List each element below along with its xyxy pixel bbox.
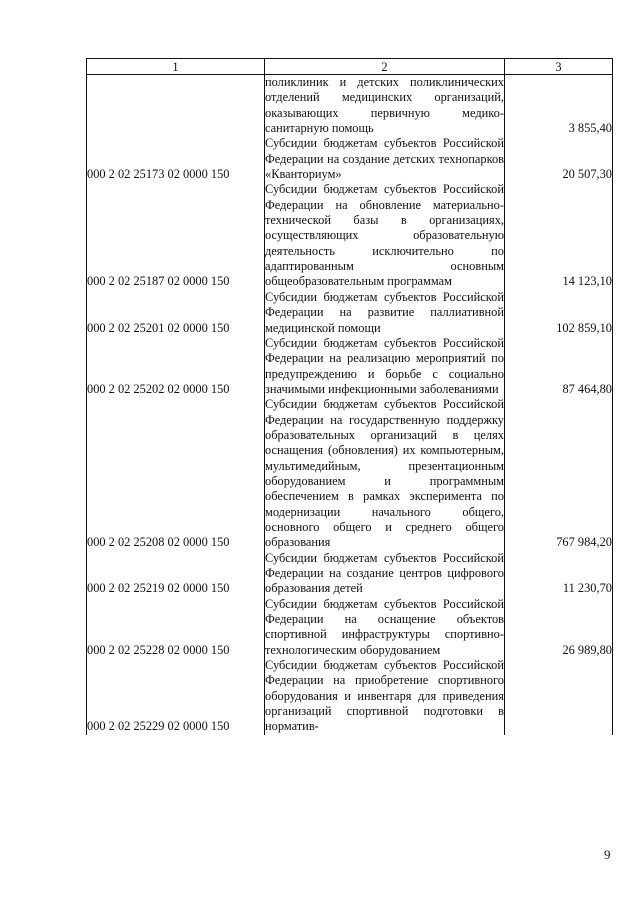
row-amount: 11 230,70 bbox=[505, 551, 613, 597]
table-header-row bbox=[87, 59, 613, 75]
column-header-code: 1 bbox=[87, 59, 265, 75]
row-amount bbox=[505, 658, 613, 735]
table-row bbox=[87, 397, 613, 550]
page-number: 9 bbox=[604, 847, 611, 862]
row-code: 000 2 02 25187 02 0000 150 bbox=[87, 182, 265, 289]
row-amount: 14 123,10 bbox=[505, 182, 613, 289]
row-amount: 767 984,20 bbox=[505, 397, 613, 550]
row-description: Субсидии бюджетам субъектов Российской Федерации на создание детских технопарков «Кванториум» bbox=[265, 136, 504, 182]
row-code: 000 2 02 25208 02 0000 150 bbox=[87, 397, 265, 550]
row-description: Субсидии бюджетам субъектов Российской Федерации на обновление материально-технической базы в организациях, осуществляющих образовательную деятельность исключительно по адаптированным основным общеобразовательным программам bbox=[265, 182, 504, 289]
row-code: 000 2 02 25173 02 0000 150 bbox=[87, 136, 265, 182]
row-amount: 87 464,80 bbox=[505, 336, 613, 397]
row-description: Субсидии бюджетам субъектов Российской Федерации на развитие паллиативной медицинской помощи bbox=[265, 289, 504, 335]
table-row bbox=[87, 182, 613, 289]
row-amount: 20 507,30 bbox=[505, 136, 613, 182]
row-description: Субсидии бюджетам субъектов Российской Федерации на приобретение спортивного оборудования и инвентаря для приведения организаций спортивной подготовки в норматив- bbox=[265, 658, 504, 734]
row-description: Субсидии бюджетам субъектов Российской Федерации на создание центров цифрового образования детей bbox=[265, 550, 504, 596]
row-description: поликлиник и детских поликлинических отделений медицинских организаций, оказывающих первичную медико-санитарную помощь bbox=[265, 75, 504, 136]
column-header-amount: 3 bbox=[505, 59, 613, 75]
table-row bbox=[87, 136, 613, 182]
row-code: 000 2 02 25219 02 0000 150 bbox=[87, 551, 265, 597]
table-row bbox=[87, 75, 613, 137]
budget-table bbox=[86, 58, 613, 735]
row-code: 000 2 02 25201 02 0000 150 bbox=[87, 290, 265, 336]
table-row bbox=[87, 551, 613, 597]
row-description: Субсидии бюджетам субъектов Российской Федерации на реализацию мероприятий по предупреждению и борьбе с социально значимыми инфекционными заболеваниями bbox=[265, 335, 504, 396]
row-code: 000 2 02 25228 02 0000 150 bbox=[87, 597, 265, 658]
row-description: Субсидии бюджетам субъектов Российской Федерации на государственную поддержку образовательных организаций в целях оснащения (обновления) их компьютерным, мультимедийным, презентационным оборудованием и программным обеспечением в рамках эксперимента по модернизации начального общего, основного общего и среднего общего образования bbox=[265, 397, 504, 550]
row-code bbox=[87, 75, 265, 137]
row-description: Субсидии бюджетам субъектов Российской Федерации на оснащение объектов спортивной инфраструктуры спортивно-технологическим оборудованием bbox=[265, 596, 504, 657]
row-code: 000 2 02 25202 02 0000 150 bbox=[87, 336, 265, 397]
row-amount: 3 855,40 bbox=[505, 75, 613, 137]
row-amount: 102 859,10 bbox=[505, 290, 613, 336]
table-row bbox=[87, 658, 613, 735]
table-row bbox=[87, 597, 613, 658]
table-row bbox=[87, 290, 613, 336]
table-row bbox=[87, 336, 613, 397]
row-code: 000 2 02 25229 02 0000 150 bbox=[87, 658, 265, 735]
column-header-description: 2 bbox=[265, 59, 505, 75]
row-amount: 26 989,80 bbox=[505, 597, 613, 658]
